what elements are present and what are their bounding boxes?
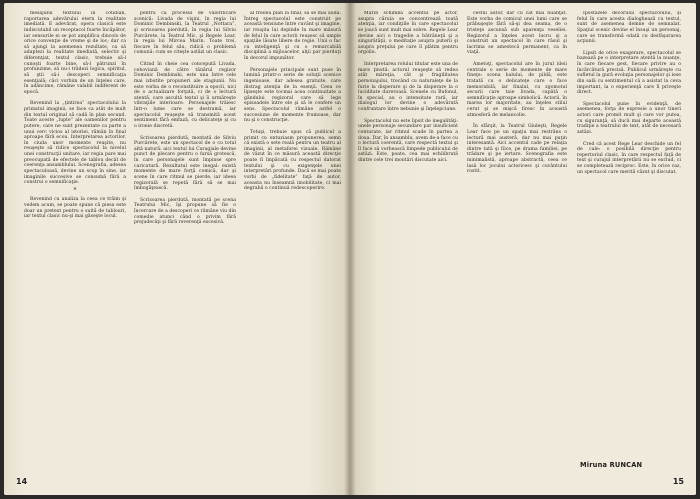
section-separator: * bbox=[73, 186, 77, 194]
magazine-spread bbox=[4, 3, 696, 495]
column-left-2 bbox=[134, 11, 236, 479]
column-left-3 bbox=[244, 11, 341, 479]
paragraph: Lipsit de orice exagerare, spectacolul se bazează pe o interpretare atentă la nuanţe, în care fiecare gest, fiecare privire au o încărcătură precisă. Publicul urmăreşte cu sufletul la gură evoluţia personajelor şi iese din sală cu sentimentul că a asistat la ceva important, la o experienţă care îl priveşte direct. bbox=[577, 50, 681, 96]
paragraph: Totuşi, trebuie spus că publicul a primit cu entuziasm propunerea, semn că există o sete reală pentru un teatru al imaginii, al metaforei vizuale. Rămâne de văzut în ce măsură această direcţie poate fi împăcată cu respectul datorat textului şi cu exigenţele unei interpretări profunde. Dacă se mai poate vorbi de „fidelitate” faţă de autor, aceasta nu înseamnă imobilitate, ci mai degrabă o continuă redescoperire. bbox=[244, 129, 341, 192]
paragraph: pentru că procesul de valorificare scenică: Livada de vişini, în regia lui Dominic Dembinski, la Teatrul „Nottara”, şi scrisoarea pierdută, în regia lui Silviu Purcărete, la Teatrul Mic, şi Regele Lear, în regia lui Mircea Marin. Toate trei, fiecare în felul său, ridică o problemă comună: cum se citeşte astăzi un clasic. bbox=[134, 11, 236, 56]
column-right-2 bbox=[467, 11, 567, 479]
paragraph: În sfârşit, la Teatrul Giuleşti, Regele Lear face pe un spaţiu mai restrâns o lectură mai austeră, dar nu mai puţin interesantă. Aici accentul cade pe relaţia dintre tată şi fiice, pe drama familiei, pe trădare şi pe iertare. Scenografia este minimalistă, aproape abstractă, ceea ce lasă loc jocului actoricesc şi cuvântului rostit. bbox=[467, 124, 567, 175]
paragraph: Marin schimbă accentul pe actor, asupra căruia se concentrează toată atenţia, iar condiţiile în care spectacolul se joacă sunt mult mai sobre. Regele Lear devine aici o tragedie a bătrâneţii şi a singurătăţii, o meditaţie asupra puterii şi asupra preţului pe care îl plătim pentru orgoliu. bbox=[358, 11, 458, 56]
paragraph: cestui autor, dar cu cât mai nuanţat. Este vorba de comicul unei lumi care se prăbuşeşte fără să-şi dea seama, de o tristeţe ascunsă sub aparenţa veseliei. Regizorul a înţeles acest lucru şi a construit un spectacol în care râsul şi lacrima se amestecă permanent, ca în viaţă. bbox=[467, 11, 567, 56]
paragraph: Scrisoarea pierdută, montată de Silviu Purcărete, este un spectacol de o cu totul altă natură: aici textul lui Caragiale devine punct de plecare pentru o farsă grotescă, în care personajele sunt împinse spre caricatură. Rezultatul este inegal: există momente de mare forţă comică, dar şi scene în care ritmul se pierde, iar ideea regizorală se repetă fără să se mai îmbogăţească. bbox=[134, 135, 236, 192]
column-right-1 bbox=[358, 11, 458, 479]
paragraph: Revenind cu analiza la ceea ce trăim şi vedem acum, se poate spune că piesa este doar un pretext pentru o suită de tablouri, iar textul clasic nu-şi mai găseşte locul. bbox=[24, 197, 126, 220]
author-signature: Miruna RUNCAN bbox=[580, 461, 643, 469]
paragraph: Ametoţi, spectacolul are în jurul ideii centrale o serie de momente de mare fineţe: scena balului, de pildă, este tratată cu o delicateţe care o face memorabilă, iar finalul, cu zgomotul securii care taie livada, capătă o semnificaţie aproape simbolică. Actorii, în marea lor majoritate, au înţeles stilul cerut şi se mişcă firesc în această atmosferă de melancolie. bbox=[467, 62, 567, 118]
paragraph: Revenind la „ţintirea” spectacolului la primatul imaginii, se face ca atât de mult din textul original să cadă în plan secund. Toate aceste „lupte” ale oamenilor pentru putere, care ne sunt prezentate ca parte a unui cerc vicios al istoriei, rămân în final aproape fără ecou. Interpretarea actorilor, în ciuda unor momente reuşite, nu reuşeşte să ridice spectacolul la nivelul unei construcţii unitare, iar regia pare mai preocupată de efectele de tablou decât de coerenţa ansamblului. Scenografia, adesea spectaculoasă, devine un scop în sine, iar imaginile succesive se consumă fără a construi o semnificaţie. bbox=[24, 101, 126, 186]
paragraph: Spectacolul nu este lipsit de inegalităţi: unele personaje secundare par insuficient conturate, iar ritmul scade în partea a doua. Dar, în ansamblu, avem de-a face cu o lectură coerentă, care respectă textul şi îl face să vorbească limpede publicului de astăzi. Este, poate, cea mai echilibrată dintre cele trei montări discutate aici. bbox=[358, 118, 458, 163]
paragraph: mesajului textului în cotidian, raportarea adevărului etern la realitate imediată. E adevărat, opera clasică este indiscutabil un receptacol foarte încăpător, iar sensurile ei se pot amplifica dincolo de orice convenţie de vreme şi de loc; dar ca să ajungi la asemenea rezultate, ca să adaptezi la realitate imediată, selectiv şi diferenţiat, textul clasic, trebuie să-l cunoşti foarte bine, să-l pătrunzi în profunzime, să nu-i trădezi logica, spiritul, să ştii să-i descoperi semnificaţia esenţială; căci vorbim de un înţeles care, în adâncime, rămâne valabil indiferent de epocă. bbox=[24, 11, 126, 95]
paragraph: Citind în cheie cea concepută Livada, cehoviană de către tânărul regizor Dominic Dembinski, este una între cele mai izbutite propuneri ale stagiunii. Nu este vorba de o reconstituire a epocii, nici de o actualizare forţată, ci de o lectură atentă, care ascultă textul şi îi urmăreşte vibraţiile interioare. Personajele trăiesc într-o lume care se destramă, iar spectacolul reuşeşte să transmită acest sentiment fără emfază, cu delicateţe şi cu o ironie discretă. bbox=[134, 62, 236, 129]
column-right-3 bbox=[577, 11, 681, 451]
paragraph: Cred că acest Rege Lear deschide un fel de cale: o posibilă direcţie pentru repertoriul clasic, în care respectul faţă de text şi curajul interpretării nu se exclud, ci se completează reciproc. Este, în orice caz, un spectacol care merită văzut şi discutat. bbox=[577, 141, 681, 175]
paragraph: Interpretarea rolului titular este una de mare ţinută: actorul reuşeşte să redea atât măreţia, cât şi fragilitatea personajului, trecând cu naturaleţe de la furie la disperare şi de la disperare la o luciditate dureroasă. Scenele cu Bufonul, în special, au o intensitate rară, iar dialogul lor devine o adevărată confruntare între nebunie şi înţelepciune. bbox=[358, 62, 458, 112]
column-left-1 bbox=[24, 11, 126, 443]
paragraph: Scrisoarea pierdută, montată pe scena Teatrului Mic, îşi propune să fie o încercare de a descoperi ce rămâne viu din comedie atunci când o privim fără prejudecăţi şi fără reverenţă excesivă. bbox=[134, 197, 236, 226]
paragraph: Spectacolul pune în evidenţă, de asemenea, forţa de expresie a unor tineri actori care promit mult şi care vor putea, cu siguranţă, să ducă mai departe această tradiţie a teatrului de text, atât de necesară astăzi. bbox=[577, 101, 681, 135]
right-page bbox=[350, 3, 696, 495]
paragraph: al treilea plan la final, să se mai audă. Întreg spectacolul este construit pe această tensiune între cuvânt şi imagine, iar reuşita lui depinde în mare măsură de felul în care actorii reuşesc să umple spaţiile lăsate libere de regie. Unii o fac cu inteligenţă şi cu o remarcabilă disciplină a mijloacelor, alţii par pierduţi în decorul impunător. bbox=[244, 11, 341, 61]
book-gutter bbox=[344, 3, 356, 495]
page-number-left: 14 bbox=[16, 477, 28, 486]
paragraph: Personajele principale sunt puse în lumină printr-o serie de soluţii scenice ingenioase, dar adesea gratuite, care distrag atenţia de la esenţă. Ceea ce lipseşte este tocmai acea continuitate a gândului regizoral care să lege episoadele între ele şi să le confere un sens. Spectacolul rămâne astfel o succesiune de momente frumoase, dar nu şi o construcţie. bbox=[244, 67, 341, 124]
page-number-right: 15 bbox=[672, 477, 684, 486]
left-page bbox=[4, 3, 350, 495]
paragraph: Ipostazele decorului spectacolului, şi felul în care acesta dialoghează cu textul, sunt de asemenea demne de semnalat. Spaţiul scenic devine el însuşi un personaj, care se transformă odată cu desfăşurarea acţiunii. bbox=[577, 11, 681, 45]
